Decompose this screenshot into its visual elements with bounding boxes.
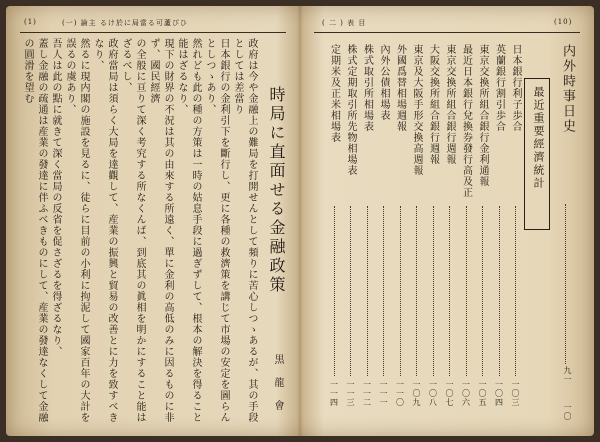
toc-item-title: 大阪交換所組合銀行週報: [427, 44, 439, 165]
body-column: 政府は今や金融上の難局を打開せんとして頻りに苦心しつゝあるが、其の手段としては差當り: [232, 38, 257, 423]
toc-item-page: 一〇八: [428, 380, 438, 407]
body-column: 然るに現内閣の施設を見るに、徒らに目前の小利に拘泥して國家百年の大計を誤るの虞あり、: [64, 38, 89, 423]
toc-item-page: 一一一: [379, 380, 388, 407]
toc-item-page: 一一四: [329, 380, 339, 407]
statistics-title: 最近重要經濟統計: [532, 86, 545, 190]
left-body-text: [20, 38, 258, 430]
body-column: 吾人は此の點に就きて深く當局の反省を促さざるを得ざるなり、: [50, 38, 61, 357]
section-leader-dots: [565, 204, 566, 364]
body-column: の全般に亘りて深く考究する所なくんば、到底其の眞相を明かにすること能はざるべし、: [120, 38, 145, 423]
body-column: 蓋し金融の疏通は産業の發達に伴ふべきものにして、産業の發達なくして金融の圓滑を望む: [22, 38, 47, 423]
toc-item-page: 一〇四: [494, 380, 504, 407]
toc-leader-dots: [350, 206, 351, 376]
article-title: 時局に直面せる金融政策: [267, 86, 286, 295]
toc-item-title: 外國爲替相場週報: [394, 44, 406, 132]
toc-item-page: 一一二: [362, 380, 372, 407]
toc-leader-dots: [383, 206, 384, 376]
article-author: 黒 龍 會: [272, 354, 283, 411]
section-title: 内外時事日史: [560, 44, 575, 134]
toc-item-title: 東京交換所組合銀行週報: [444, 44, 455, 165]
toc-item-title: 株式取引所相場表: [361, 44, 373, 132]
right-page-number: (10): [554, 18, 573, 26]
toc-leader-dots: [416, 206, 417, 376]
toc-item-title: 東京及大阪手形交換高週報: [411, 44, 422, 176]
book-spread: [6, 6, 594, 436]
left-page-number: (1): [24, 18, 37, 26]
toc-item-title: 株式定期取引所先物相場表: [345, 44, 356, 176]
left-header-rule: [20, 32, 286, 33]
right-running-header: ( 二 ) 表 目: [322, 19, 367, 27]
toc-item-title: 定期米及正米相場表: [328, 44, 340, 143]
right-header-rule: [314, 32, 580, 33]
toc-leader-dots: [515, 206, 516, 376]
toc-item-page: 一〇五: [478, 380, 487, 407]
body-column: 然れども此の種の方策は一時の姑息手段に過ぎずして、根本の解決を得ること能はざるなり、: [176, 38, 201, 423]
body-column: 政府當局は須らく大局を達觀して、産業の振興と貿易の改善とに力を致すべきなり、: [92, 38, 117, 423]
left-page: [6, 6, 298, 436]
toc-leader-dots: [449, 206, 450, 376]
toc-item-page: 一一〇: [395, 380, 405, 407]
toc-item-page: 一一三: [346, 380, 355, 407]
left-running-header: (一) 論主 るけ於に局當る可蘆ぴひ: [62, 19, 188, 27]
toc-leader-dots: [466, 206, 467, 376]
body-column: 現下の財界の不況は其の由來する所遠く、單に金利の高低のみに因るものに非ず、國民經濟: [148, 38, 173, 423]
toc-item-page: 一〇三: [511, 380, 520, 407]
toc-item-page: 一〇七: [445, 380, 454, 407]
body-column: 日本銀行の金利引下を斷行し、更に各種の救濟策を講じて市場の安定を圖らんとしつゝあり、: [204, 38, 229, 423]
toc-item-page: 一〇九: [412, 380, 421, 407]
toc-leader-dots: [482, 206, 483, 376]
right-page: [302, 6, 594, 436]
toc-item-title: 英蘭銀行割引歩合: [493, 44, 505, 132]
toc-item-title: 東京交換所組合銀行金利通報: [477, 44, 488, 187]
toc-leader-dots: [400, 206, 401, 376]
section-pages: 九一 一〇: [563, 366, 572, 421]
toc-item-title: 內外公債相場表: [378, 44, 389, 121]
toc-leader-dots: [433, 206, 434, 376]
toc-item-page: 一〇六: [461, 380, 471, 407]
toc-leader-dots: [334, 206, 335, 376]
toc-item-title: 最近日本銀行兌換券發行高及正: [460, 44, 472, 198]
toc-leader-dots: [499, 206, 500, 376]
toc-leader-dots: [367, 206, 368, 376]
toc-item-title: 日本銀行利子歩合: [510, 44, 521, 132]
